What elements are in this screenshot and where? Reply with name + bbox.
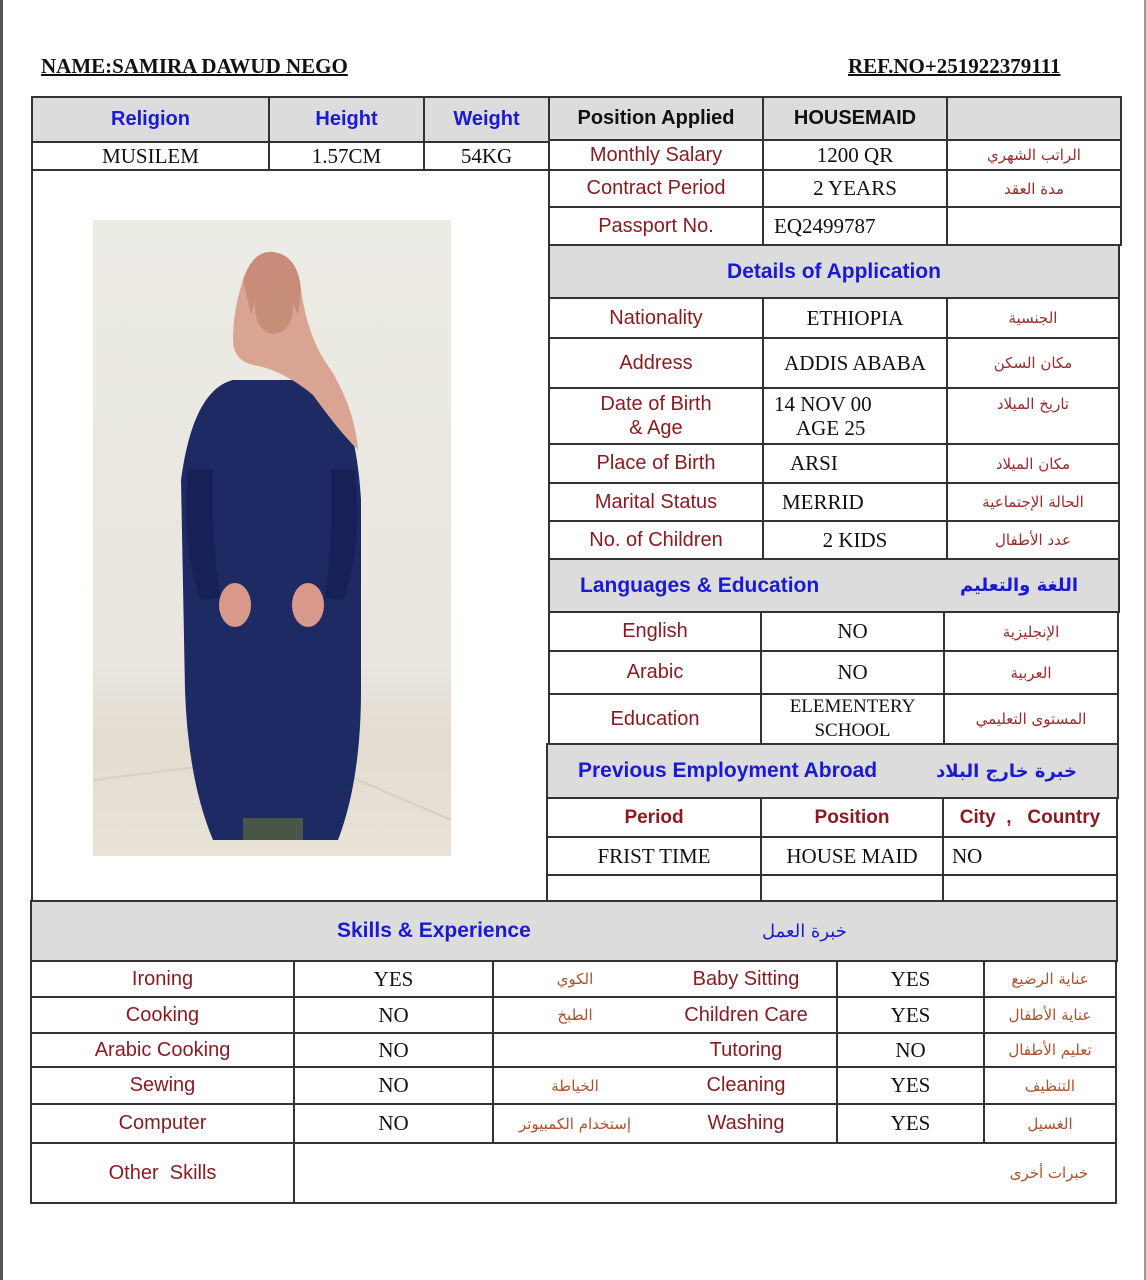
education-label: Education xyxy=(548,693,762,745)
children-value: 2 KIDS xyxy=(762,520,948,560)
applicant-name: NAME:SAMIRA DAWUD NEGO xyxy=(41,54,348,78)
religion-value: MUSILEM xyxy=(31,141,270,171)
skill-sewing-arabic: الخياطة xyxy=(492,1066,658,1105)
skill-sewing-value: NO xyxy=(293,1066,494,1105)
marital-status-label: Marital Status xyxy=(548,482,764,522)
skills-title-ar: خبرة العمل xyxy=(762,920,847,942)
skill-cooking-value: NO xyxy=(293,996,494,1034)
skill-computer-label: Computer xyxy=(30,1103,295,1144)
skill-arabic-cooking-label: Arabic Cooking xyxy=(30,1032,295,1068)
details-section-title: Details of Application xyxy=(548,244,1120,299)
place-of-birth-label: Place of Birth xyxy=(548,443,764,484)
skill-children-care-label: Children Care xyxy=(656,996,838,1034)
skill-children-care-arabic: عناية الأطفال xyxy=(983,996,1117,1034)
passport-arabic xyxy=(946,206,1122,246)
skill-children-care-value: YES xyxy=(836,996,985,1034)
nationality-value: ETHIOPIA xyxy=(762,297,948,339)
height-header: Height xyxy=(268,96,425,143)
employment-title-ar: خبرة خارج البلاد xyxy=(936,760,1077,782)
monthly-salary-label: Monthly Salary xyxy=(548,139,764,171)
skill-arabic-cooking-value: NO xyxy=(293,1032,494,1068)
other-skills-arabic: خبرات أخرى xyxy=(983,1142,1117,1204)
religion-header: Religion xyxy=(31,96,270,143)
place-of-birth-value: ARSI xyxy=(762,443,948,484)
skill-cooking-arabic: الطبخ xyxy=(492,996,658,1034)
skill-baby-sitting-arabic: عناية الرضيع xyxy=(983,960,1117,998)
employment-header-location: City , Country xyxy=(942,797,1118,838)
languages-title-en: Languages & Education xyxy=(580,573,820,597)
monthly-salary-value: 1200 QR xyxy=(762,139,948,171)
dob-label xyxy=(548,387,764,445)
dob-value xyxy=(762,387,948,445)
place-of-birth-arabic: مكان الميلاد xyxy=(946,443,1120,484)
arabic-lang-value: NO xyxy=(760,650,945,695)
employment-section-title xyxy=(546,743,1119,799)
passport-value: EQ2499787 xyxy=(762,206,948,246)
dob-age: AGE 25 xyxy=(796,416,866,440)
employment-row-2-period xyxy=(546,874,762,902)
weight-value: 54KG xyxy=(423,141,550,171)
weight-header: Weight xyxy=(423,96,550,143)
skills-title-en: Skills & Experience xyxy=(337,919,531,942)
marital-status-value: MERRID xyxy=(762,482,948,522)
arabic-lang-arabic: العربية xyxy=(943,650,1119,695)
position-applied-value: HOUSEMAID xyxy=(762,96,948,141)
marital-status-arabic: الحالة الإجتماعية xyxy=(946,482,1120,522)
dob-label-line2: & Age xyxy=(629,417,683,439)
contract-period-value: 2 YEARS xyxy=(762,169,948,208)
employment-title-en: Previous Employment Abroad xyxy=(578,759,878,782)
contract-period-label: Contract Period xyxy=(548,169,764,208)
education-value-line1: ELEMENTERY xyxy=(789,696,916,717)
skill-tutoring-arabic: تعليم الأطفال xyxy=(983,1032,1117,1068)
dob-arabic: تاريخ الميلاد xyxy=(946,387,1120,445)
skills-section-title xyxy=(30,900,1118,962)
skill-arabic-cooking-arabic xyxy=(492,1032,658,1068)
children-arabic: عدد الأطفال xyxy=(946,520,1120,560)
skill-washing-label: Washing xyxy=(656,1103,838,1144)
dob-label-line1: Date of Birth xyxy=(600,393,712,415)
skill-baby-sitting-label: Baby Sitting xyxy=(656,960,838,998)
employment-header-position: Position xyxy=(760,797,944,838)
skill-sewing-label: Sewing xyxy=(30,1066,295,1105)
other-skills-value xyxy=(293,1142,985,1204)
english-arabic: الإنجليزية xyxy=(943,611,1119,652)
skill-ironing-arabic: الكوي xyxy=(492,960,658,998)
skill-cleaning-value: YES xyxy=(836,1066,985,1105)
skill-washing-value: YES xyxy=(836,1103,985,1144)
applicant-photo xyxy=(93,220,451,856)
skill-cleaning-label: Cleaning xyxy=(656,1066,838,1105)
address-value: ADDIS ABABA xyxy=(762,337,948,389)
skill-computer-arabic: إستخدام الكمبيوتر xyxy=(492,1103,658,1144)
skill-computer-value: NO xyxy=(293,1103,494,1144)
skill-ironing-value: YES xyxy=(293,960,494,998)
employment-row-1-location: NO xyxy=(942,836,1118,876)
skill-cleaning-arabic: التنظيف xyxy=(983,1066,1117,1105)
employment-row-2-location xyxy=(942,874,1118,902)
skill-washing-arabic: الغسيل xyxy=(983,1103,1117,1144)
education-value-line2: SCHOOL xyxy=(814,720,891,741)
nationality-label: Nationality xyxy=(548,297,764,339)
languages-section-title xyxy=(548,558,1120,613)
skill-cooking-label: Cooking xyxy=(30,996,295,1034)
other-skills-label: Other Skills xyxy=(30,1142,295,1204)
address-arabic: مكان السكن xyxy=(946,337,1120,389)
education-arabic: المستوى التعليمي xyxy=(943,693,1119,745)
education-value xyxy=(760,693,945,745)
skill-tutoring-value: NO xyxy=(836,1032,985,1068)
employment-header-period: Period xyxy=(546,797,762,838)
children-label: No. of Children xyxy=(548,520,764,560)
english-value: NO xyxy=(760,611,945,652)
skill-tutoring-label: Tutoring xyxy=(656,1032,838,1068)
contract-period-arabic: مدة العقد xyxy=(946,169,1122,208)
employment-row-2-position xyxy=(760,874,944,902)
arabic-lang-label: Arabic xyxy=(548,650,762,695)
position-applied-arabic xyxy=(946,96,1122,141)
person-figure-icon xyxy=(93,220,451,856)
skill-ironing-label: Ironing xyxy=(30,960,295,998)
reference-number: REF.NO+251922379111 xyxy=(848,54,1061,78)
languages-title-ar: اللغة والتعليم xyxy=(959,575,1078,596)
page-left-edge xyxy=(0,0,3,1280)
address-label: Address xyxy=(548,337,764,389)
employment-row-1-position: HOUSE MAID xyxy=(760,836,944,876)
position-applied-label: Position Applied xyxy=(548,96,764,141)
monthly-salary-arabic: الراتب الشهري xyxy=(946,139,1122,171)
nationality-arabic: الجنسية xyxy=(946,297,1120,339)
employment-row-1-period: FRIST TIME xyxy=(546,836,762,876)
english-label: English xyxy=(548,611,762,652)
dob-date: 14 NOV 00 xyxy=(774,392,872,416)
skill-baby-sitting-value: YES xyxy=(836,960,985,998)
height-value: 1.57CM xyxy=(268,141,425,171)
passport-label: Passport No. xyxy=(548,206,764,246)
